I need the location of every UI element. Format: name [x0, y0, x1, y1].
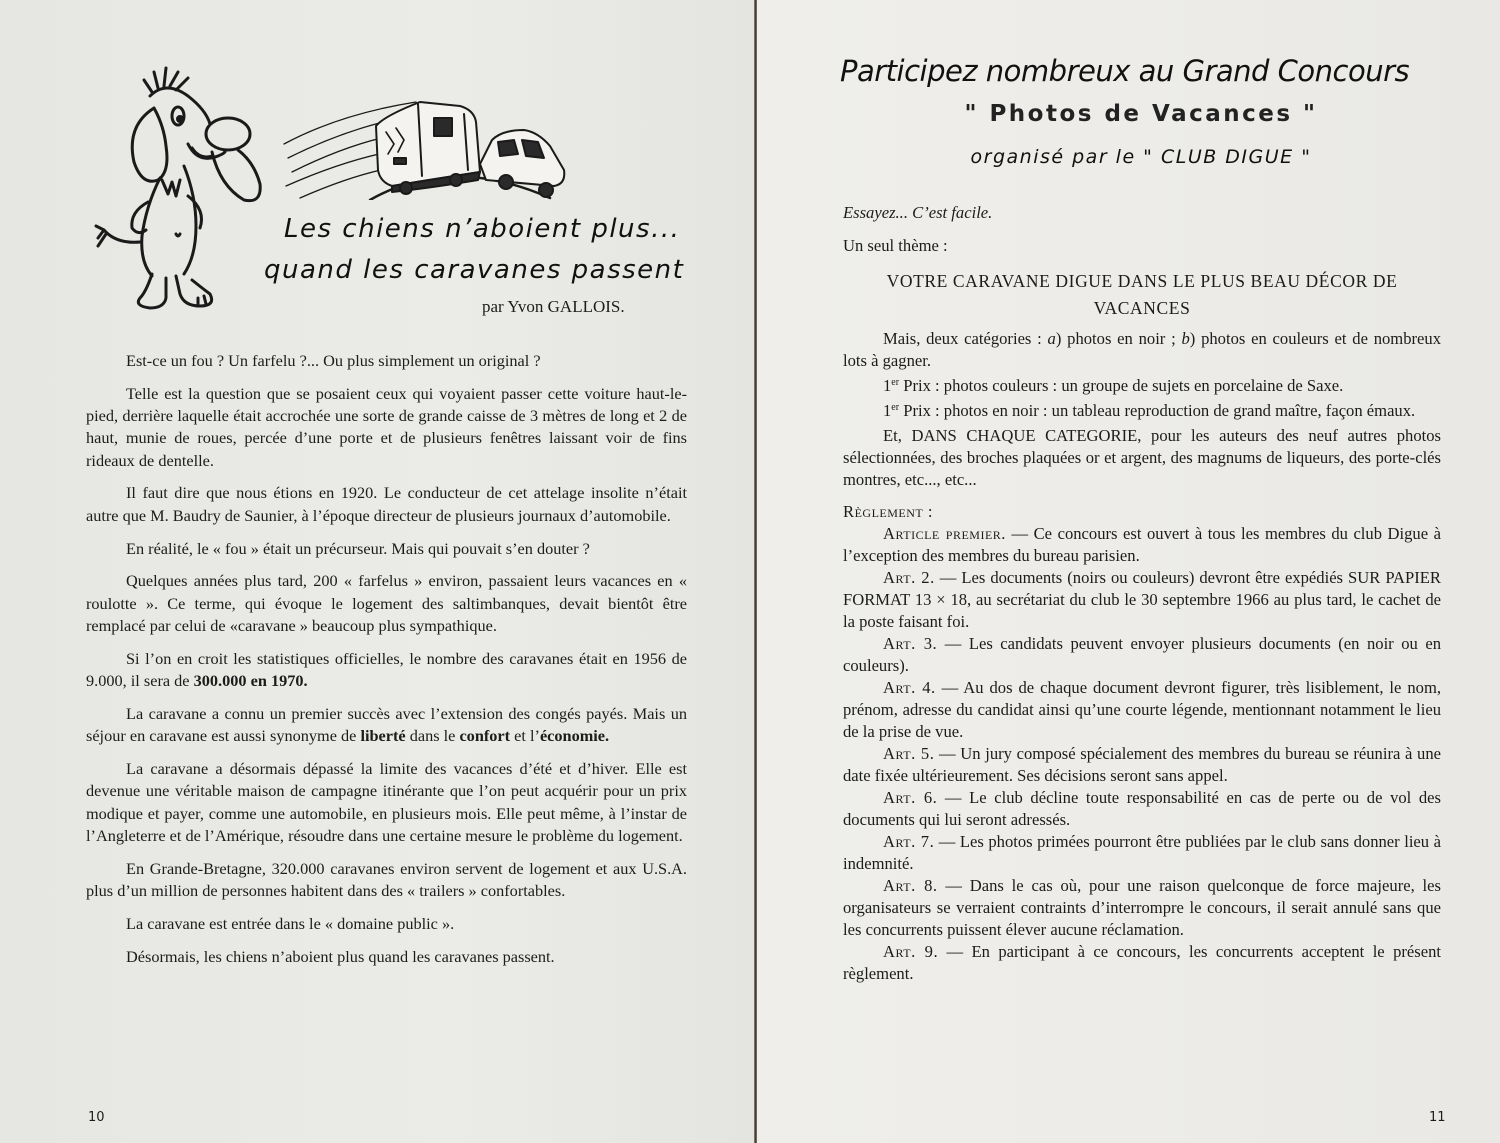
rule-article [843, 787, 1441, 831]
rule-article [843, 743, 1441, 787]
text: dans le [405, 726, 460, 746]
rule-article [843, 875, 1441, 941]
rule-article [843, 677, 1441, 743]
prize-rank: 1 [883, 376, 892, 395]
paragraph: Il faut dire que nous étions en 1920. Le conducteur de cet attelage insolite n’était autre que M. Baudry de Saunier, à l’époque directeur de plusieurs journaux d’automobile. [86, 483, 687, 525]
paragraph: Quelques années plus tard, 200 « farfelus » environ, passaient leurs vacances en « roulotte ». Ce terme, qui évoque le logement des saltimbanques, devait bientôt être remplacé par celui de «caravane » beaucoup plus sympathique. [86, 571, 687, 635]
contest-body [843, 202, 1441, 985]
contest-name: " Photos de Vacances " [964, 101, 1318, 127]
paragraph: Telle est la question que se posaient ceux qui voyaient passer cette voiture haut-le-pied, derrière laquelle était accrochée une sorte de grande caisse de 3 mètres de long et 2 de haut, munie de roues, percée d’une porte et de plusieurs fenêtres laissant voir de fins rideaux de dentelle. [86, 383, 687, 470]
article-label: Art. 2. [883, 568, 935, 587]
emphasis: économie. [539, 726, 610, 746]
intro-text: Essayez... C’est facile. [843, 203, 993, 222]
article-label: Art. 9. [883, 942, 939, 961]
article-label: Art. 5. [883, 744, 935, 763]
paragraph: En réalité, le « fou » était un précurseur. Mais qui pouvait s’en douter ? [126, 538, 590, 558]
article-label: Art. 7. [883, 832, 935, 851]
article-byline: par Yvon GALLOIS. [482, 297, 625, 316]
paragraph [86, 648, 687, 693]
other-prizes: Et, DANS CHAQUE CATEGORIE, pour les auteurs des neuf autres photos sélectionnées, des broches plaquées or et argent, des magnums de liqueurs, des porte-clés montres, etc..., etc... [843, 426, 1441, 489]
text: Si l’on en croit les statistiques officielles, le nombre des caravanes était en 1956 de 9.000, il sera de [86, 648, 687, 691]
text: ) photos en couleurs et de nombreux lots à gagner. [843, 329, 1441, 370]
category-letter: b [1181, 329, 1190, 348]
rule-article [843, 831, 1441, 875]
article-label: Art. 3. [883, 634, 938, 653]
article-text: — Dans le cas où, pour une raison quelconque de force majeure, les organisateurs se verraient contraints d’interrompre le concours, il serait annulé sans que les concurrents puissent élever aucune réclamation. [843, 876, 1441, 939]
prize-text: Prix : photos en noir : un tableau reproduction de grand maître, façon émaux. [899, 401, 1416, 420]
emphasis: 300.000 en 1970. [193, 671, 308, 691]
rule-article [843, 567, 1441, 633]
paragraph [86, 703, 687, 748]
article-text: — Un jury composé spécialement des membres du bureau se réunira à une date fixée ultérieurement. Ses décisions seront sans appel. [843, 744, 1441, 785]
categories-text [843, 328, 1441, 372]
rule-article [843, 633, 1441, 677]
text: et l’ [510, 726, 540, 746]
article-body [86, 350, 687, 978]
article-title-line1: Les chiens n’aboient plus... [284, 214, 681, 244]
text: ) photos en noir ; [1055, 329, 1182, 348]
prize-rank: 1 [883, 401, 892, 420]
prize-text: Prix : photos couleurs : un groupe de sujets en porcelaine de Saxe. [899, 376, 1344, 395]
article-text: — En participant à ce concours, les concurrents acceptent le présent règlement. [843, 942, 1441, 983]
article-label: Art. 6. [883, 788, 938, 807]
contest-heading: Participez nombreux au Grand Concours [840, 54, 1410, 88]
paragraph: La caravane a désormais dépassé la limite des vacances d’été et d’hiver. Elle est devenue une véritable maison de campagne itinérante que l’on peut acquérir pour un prix modique et payer, comme une automobile, en plusieurs mois. Elle peut même, à l’instar de l’Angleterre et de l’Amérique, résoudre dans une certaine mesure le problème du logement. [86, 758, 687, 845]
rule-article [843, 941, 1441, 985]
article-text: — Le club décline toute responsabilité en cas de perte ou de vol des documents qui lui seront adressés. [843, 788, 1441, 829]
page-number-left: 10 [88, 1110, 105, 1125]
article-label: Article premier. [883, 524, 1006, 543]
article-title-line2: quand les caravanes passent [264, 255, 685, 285]
car-towing-caravan-illustration [280, 80, 570, 200]
paragraph: La caravane est entrée dans le « domaine public ». [126, 913, 455, 933]
contest-theme: VOTRE CARAVANE DIGUE DANS LE PLUS BEAU DÉCOR DE VACANCES [886, 271, 1398, 318]
article-text: — Les candidats peuvent envoyer plusieurs documents (en noir ou en couleurs). [843, 634, 1441, 675]
article-text: — Au dos de chaque document devront figurer, très lisiblement, le nom, prénom, adresse du candidat ainsi qu’une courte légende, mentionnant notamment le lieu de la prise de vue. [843, 678, 1441, 741]
article-text: — Les photos primées pourront être publiées par le club sans donner lieu à indemnité. [843, 832, 1441, 873]
prize-item [843, 400, 1441, 422]
text: Mais, deux catégories : [883, 329, 1048, 348]
rule-article [843, 523, 1441, 567]
emphasis: confort [459, 726, 511, 746]
text: La caravane a connu un premier succès avec l’extension des congés payés. Mais un séjour en caravane est aussi synonyme de [86, 703, 687, 746]
paragraph: En Grande-Bretagne, 320.000 caravanes environ servent de logement et aux U.S.A. plus d’un million de personnes habitent dans des « trailers » confortables. [86, 858, 687, 900]
article-text: — Ce concours est ouvert à tous les membres du club Digue à l’exception des membres du bureau parisien. [843, 524, 1441, 565]
cartoon-dog-illustration [88, 66, 268, 316]
article-label: Art. 8. [883, 876, 938, 895]
contest-organizer: organisé par le " CLUB DIGUE " [970, 146, 1312, 168]
article-text: — Les documents (noirs ou couleurs) devront être expédiés SUR PAPIER FORMAT 13 × 18, au secrétariat du club le 30 septembre 1966 au plus tard, le cachet de la poste faisant foi. [843, 568, 1441, 631]
emphasis: liberté [360, 726, 406, 746]
prize-item [843, 375, 1441, 397]
article-label: Art. 4. [883, 678, 936, 697]
paragraph: Désormais, les chiens n’aboient plus quand les caravanes passent. [126, 946, 555, 966]
prize-rank-suffix: er [891, 402, 900, 413]
page-number-right: 11 [1429, 1110, 1446, 1125]
theme-label: Un seul thème : [843, 236, 948, 255]
rules-heading: Règlement : [843, 502, 933, 521]
paragraph: Est-ce un fou ? Un farfelu ?... Ou plus simplement un original ? [126, 351, 541, 370]
category-letter: a [1047, 329, 1056, 348]
prize-rank-suffix: er [891, 377, 900, 388]
